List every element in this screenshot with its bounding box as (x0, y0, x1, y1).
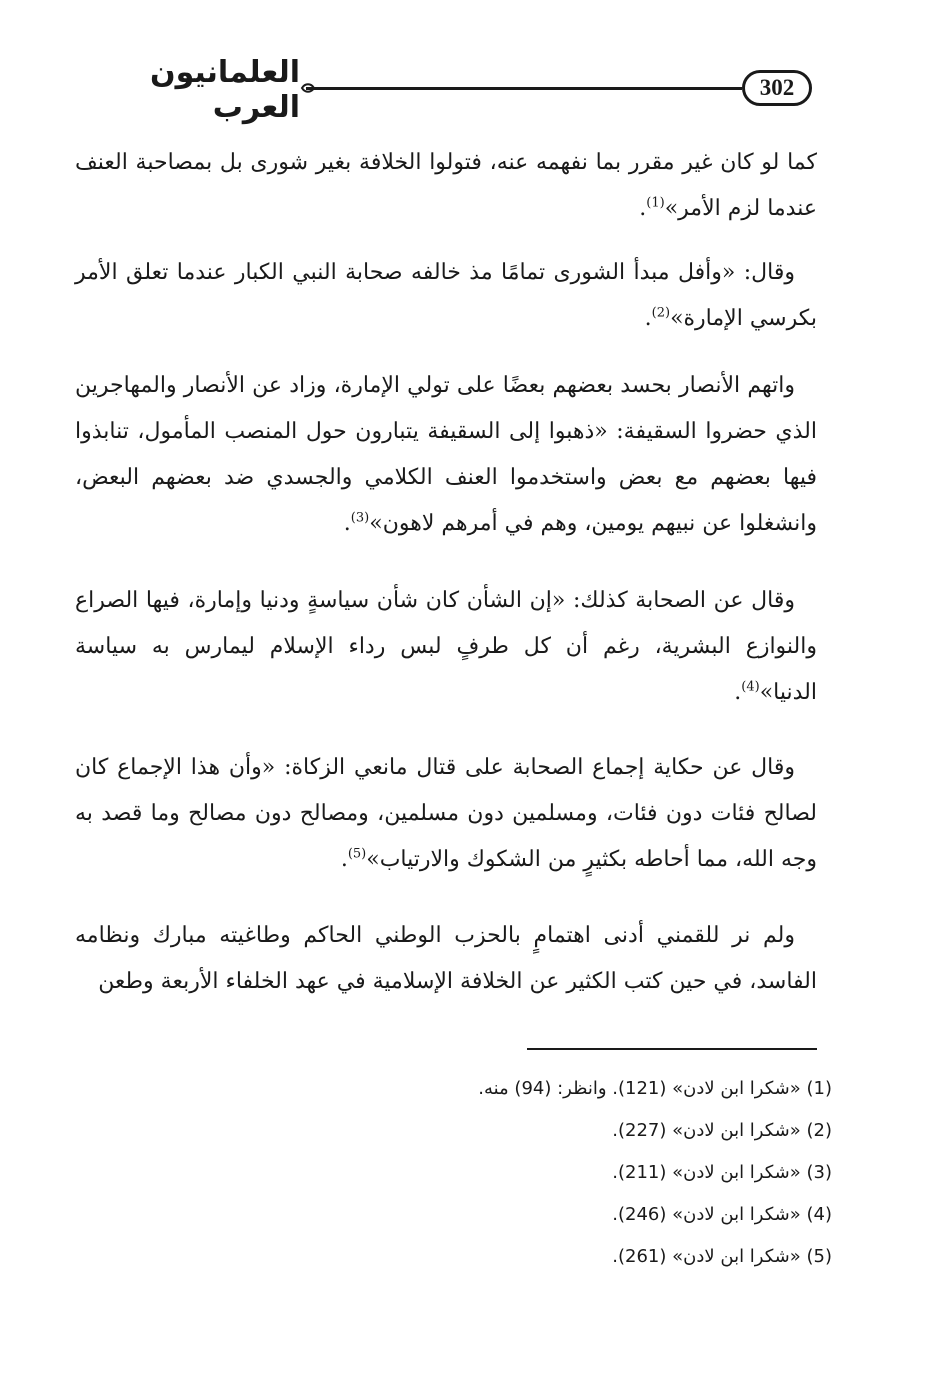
paragraph-2: وقال: «وأفل مبدأ الشورى تمامًا مذ خالفه صحابة النبي الكبار عندما تعلق الأمر بكرسي الإمارة»$^{(2)}$. (75, 260, 817, 331)
paragraph-3: واتهم الأنصار بحسد بعضهم بعضًا على تولي الإمارة، وزاد عن الأنصار والمهاجرين الذي حضروا السقيفة: «ذهبوا إلى السقيفة يتبارون حول المنصب المأمول، تنابذوا فيها بعضهم مع بعض واستخدموا العنف الكلامي والجسدي ضد بعضهم البعض، وانشغلوا عن نبيهم يومين، وهم في أمرهم لاهون»$^{(3)}$. (75, 373, 817, 536)
main-text-2 (75, 250, 817, 342)
footnote-2: (2) «شكرا ابن لادن» (227). (612, 1120, 832, 1141)
book-title: العلمانيون العرب (149, 55, 300, 125)
footnote-3: (3) «شكرا ابن لادن» (211). (612, 1162, 832, 1183)
main-text-5 (75, 745, 817, 883)
header-rule (306, 87, 742, 90)
footnotes (300, 1068, 832, 1278)
footnote-separator (527, 1048, 817, 1050)
footnote-ref-3[interactable]: (3) (350, 510, 370, 526)
footnote-ref-1[interactable]: (1) (646, 195, 665, 211)
paragraph-6: ولم نر للقمني أدنى اهتمامٍ بالحزب الوطني الحاكم وطاغيته مبارك ونظامه الفاسد، في حين كتب الكثير عن الخلافة الإسلامية في عهد الخلفاء الأربعة وطعن (75, 923, 817, 994)
footnote-ref-5[interactable]: (5) (347, 846, 367, 862)
main-text-3 (75, 363, 817, 547)
page-number: 302 (742, 70, 812, 106)
main-text (75, 140, 817, 232)
footnote-5: (5) «شكرا ابن لادن» (261). (612, 1246, 832, 1267)
footnote-ref-4[interactable]: (4) (741, 679, 760, 695)
page-header (60, 55, 820, 125)
main-text-4 (75, 578, 817, 716)
main-text-6 (75, 913, 817, 1005)
paragraph-5: وقال عن حكاية إجماع الصحابة على قتال مانعي الزكاة: «وأن هذا الإجماع كان لصالح فئات دون فئات، ومسلمين دون مسلمين، ومصالح دون مصالح وما قصد به وجه الله، مما أحاطه بكثيرٍ من الشكوك والارتياب»$^{(5)}$. (75, 755, 817, 872)
footnote-ref-2[interactable]: (2) (651, 305, 671, 321)
paragraph-1: كما لو كان غير مقرر بما نفهمه عنه، فتولوا الخلافة بغير شورى بل بمصاحبة العنف عندما لزم الأمر»$^{(1)}$. (75, 150, 817, 221)
footnote-1: (1) «شكرا ابن لادن» (121). وانظر: (94) منه. (478, 1078, 832, 1099)
footnote-4: (4) «شكرا ابن لادن» (246). (612, 1204, 832, 1225)
paragraph-4: وقال عن الصحابة كذلك: «إن الشأن كان شأن سياسةٍ ودنيا وإمارة، فيها الصراع والنوازع البشرية، رغم أن كل طرفٍ لبس رداء الإسلام ليمارس به سياسة الدنيا»$^{(4)}$. (75, 588, 817, 705)
